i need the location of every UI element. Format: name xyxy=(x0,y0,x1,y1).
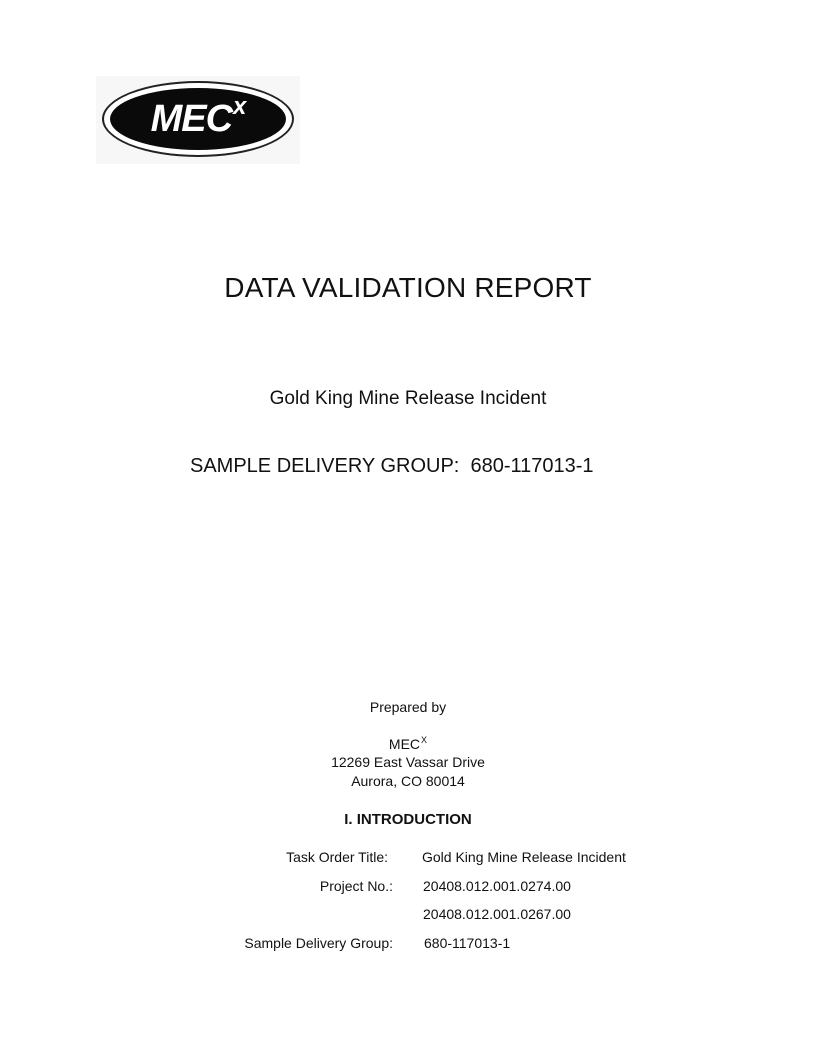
report-title: DATA VALIDATION REPORT xyxy=(224,272,592,303)
introduction-heading: I. INTRODUCTION xyxy=(344,811,472,828)
project-number-value-2: 20408.012.001.0267.00 xyxy=(423,906,571,922)
address-line-1: 12269 East Vassar Drive xyxy=(331,754,485,770)
sample-delivery-group-heading: SAMPLE DELIVERY GROUP: 680-117013-1 xyxy=(190,455,594,477)
logo-superscript: x xyxy=(233,93,246,120)
company-name: MEC xyxy=(388,736,421,752)
prepared-by-company xyxy=(0,736,816,752)
mecx-logo xyxy=(96,76,300,164)
project-number-label: Project No.: xyxy=(319,878,393,894)
incident-title: Gold King Mine Release Incident xyxy=(269,388,547,409)
logo-inner-oval xyxy=(110,88,286,150)
project-number-value-1: 20408.012.001.0274.00 xyxy=(423,878,571,894)
sample-delivery-group-value: 680-117013-1 xyxy=(424,935,511,951)
prepared-by-label: Prepared by xyxy=(369,699,447,715)
logo-outer-oval xyxy=(102,81,294,157)
logo-wordmark xyxy=(110,88,286,150)
logo-text: MEC xyxy=(150,97,233,140)
company-superscript: X xyxy=(421,735,428,745)
sample-delivery-group-label: Sample Delivery Group: xyxy=(244,935,393,951)
address-line-2: Aurora, CO 80014 xyxy=(351,773,465,789)
task-order-label: Task Order Title: xyxy=(286,849,388,865)
task-order-value: Gold King Mine Release Incident xyxy=(422,849,626,865)
